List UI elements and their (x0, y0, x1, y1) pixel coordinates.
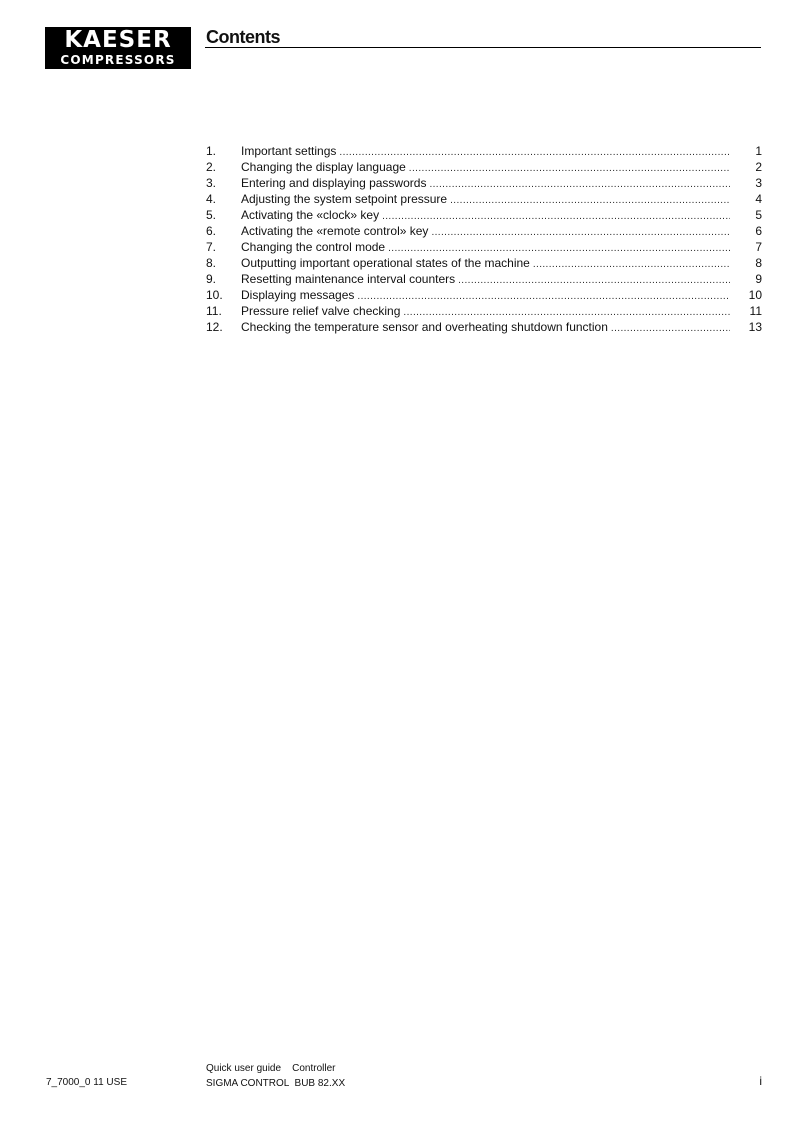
toc-entry-title: Pressure relief valve checking (241, 304, 401, 318)
toc-entry-page: 13 (748, 320, 762, 334)
toc-entry[interactable] (206, 319, 762, 335)
footer-doc-info (206, 1061, 345, 1091)
toc-entry-page: 10 (748, 288, 762, 302)
toc-entry[interactable] (206, 271, 762, 287)
toc-entry-page: 6 (755, 224, 762, 238)
toc-entry-title: Important settings (241, 144, 337, 158)
toc-entry-number: 10. (206, 288, 223, 302)
toc-entry-page: 2 (755, 160, 762, 174)
toc-entry-page: 3 (755, 176, 762, 190)
toc-entry-number: 8. (206, 256, 217, 270)
toc-entry-number: 12. (206, 320, 223, 334)
toc-entry-page: 9 (755, 272, 762, 286)
header-divider (205, 47, 761, 48)
toc-entry[interactable] (206, 239, 762, 255)
toc-entry-page: 7 (755, 240, 762, 254)
toc-entry-page: 4 (755, 192, 762, 206)
toc-entry-page: 5 (755, 208, 762, 222)
footer-doc-number: 7_7000_0 11 USE (46, 1077, 127, 1088)
toc-entry-page: 8 (755, 256, 762, 270)
toc-entry[interactable] (206, 207, 762, 223)
toc-entry-title: Activating the «remote control» key (241, 224, 429, 238)
toc-entry-page: 1 (755, 144, 762, 158)
page-title: Contents (206, 27, 280, 47)
logo-brand: KAESER (64, 27, 172, 53)
toc-entry-title: Displaying messages (241, 288, 355, 302)
toc-dot-leader (611, 321, 730, 337)
toc-entry-number: 3. (206, 176, 217, 190)
toc-entry[interactable] (206, 175, 762, 191)
toc-entry-title: Entering and displaying passwords (241, 176, 427, 190)
toc-entry-title: Changing the control mode (241, 240, 386, 254)
toc-entry-title: Adjusting the system setpoint pressure (241, 192, 448, 206)
toc-entry[interactable] (206, 223, 762, 239)
toc-entry-number: 7. (206, 240, 217, 254)
toc-entry[interactable] (206, 159, 762, 175)
toc-entry[interactable] (206, 143, 762, 159)
toc-entry-title-wrap (241, 319, 730, 337)
toc-entry-number: 6. (206, 224, 217, 238)
toc-entry[interactable] (206, 303, 762, 319)
toc-entry-page: 11 (749, 304, 762, 318)
footer-page-number: i (759, 1074, 762, 1088)
toc-entry-number: 2. (206, 160, 217, 174)
footer-guide-line: Quick user guide Controller (206, 1063, 336, 1074)
table-of-contents (206, 143, 762, 335)
toc-entry[interactable] (206, 287, 762, 303)
toc-entry[interactable] (206, 191, 762, 207)
toc-entry-number: 9. (206, 272, 217, 286)
toc-entry-title: Checking the temperature sensor and overheating shutdown function (241, 320, 608, 334)
toc-entry-title: Resetting maintenance interval counters (241, 272, 456, 286)
toc-entry-number: 11. (206, 304, 222, 318)
toc-entry-number: 1. (206, 144, 217, 158)
toc-entry-title: Activating the «clock» key (241, 208, 380, 222)
footer-product-line: SIGMA CONTROL BUB 82.XX (206, 1078, 346, 1089)
toc-entry-number: 4. (206, 192, 217, 206)
toc-entry-number: 5. (206, 208, 217, 222)
kaeser-logo (45, 27, 191, 69)
logo-subtitle: COMPRESSORS (60, 53, 176, 67)
toc-entry-title: Outputting important operational states of the machine (241, 256, 530, 270)
toc-entry[interactable] (206, 255, 762, 271)
toc-entry-title: Changing the display language (241, 160, 406, 174)
